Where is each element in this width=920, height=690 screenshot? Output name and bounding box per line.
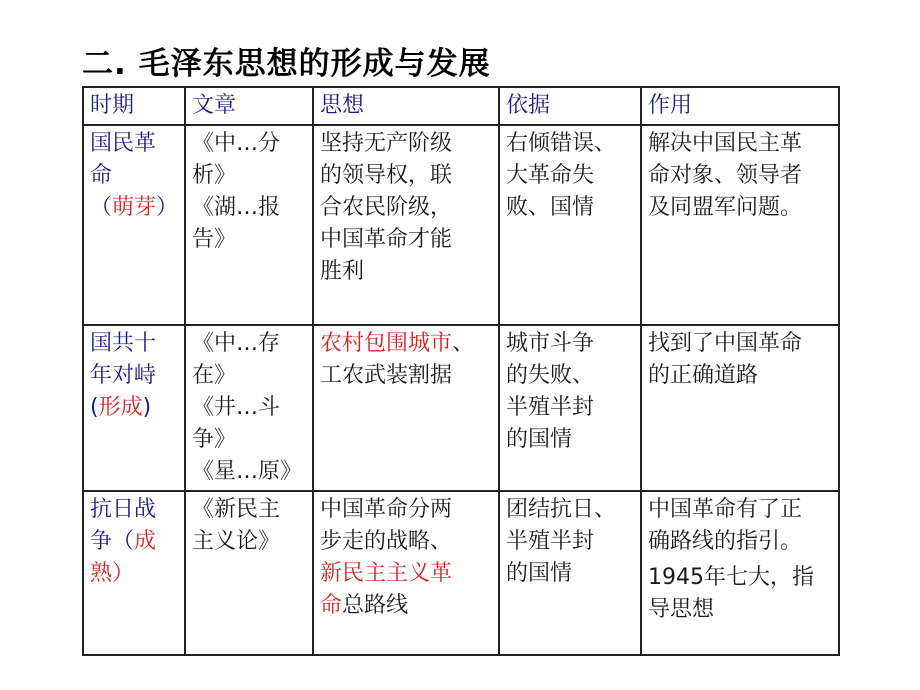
period-text: 争（: [90, 529, 135, 554]
period-cell: [83, 325, 185, 491]
period-cell: [83, 125, 185, 325]
period-text: 国民革: [90, 131, 157, 156]
period-text: 命: [90, 163, 113, 188]
thought-highlight: 农村包围城市: [320, 331, 453, 356]
effect-text: 确路线的指引。: [648, 529, 803, 554]
article-cell: [185, 325, 313, 491]
thought-line: [320, 328, 492, 360]
thought-text: 中国革命才能: [320, 227, 453, 252]
article-text: 《新民主: [192, 497, 281, 522]
article-text: 争》: [192, 427, 237, 452]
thought-cell: [313, 125, 499, 325]
thought-text: 合农民阶级，: [320, 195, 453, 220]
effect-text: 命对象、领导者: [648, 163, 803, 188]
thought-text: 的领导权，联: [320, 163, 453, 188]
table-header-row: [83, 87, 839, 125]
effect-cell: [641, 125, 839, 325]
basis-text: 半殖半封: [506, 395, 595, 420]
article-text: 主义论》: [192, 529, 281, 554]
article-text: 析》: [192, 163, 237, 188]
article-cell: [185, 491, 313, 655]
period-text: 抗日战: [90, 497, 157, 522]
stage-text: 萌芽: [112, 195, 157, 220]
article-text: 《中…存: [192, 331, 281, 356]
header-effect: 作用: [641, 87, 839, 125]
stage-text: 形成: [98, 395, 143, 420]
article-cell: [185, 125, 313, 325]
article-text: 告》: [192, 227, 237, 252]
thought-text: 、: [452, 331, 475, 356]
effect-text: 找到了中国革命: [648, 331, 803, 356]
effect-text: 的正确道路: [648, 363, 759, 388]
basis-text: 的国情: [506, 561, 573, 586]
thought-highlight: 命: [320, 593, 343, 618]
period-cell: [83, 491, 185, 655]
basis-text: 败、国情: [506, 195, 595, 220]
article-text: 《井…斗: [192, 395, 281, 420]
thought-cell: [313, 491, 499, 655]
effect-cell: [641, 325, 839, 491]
basis-text: 右倾错误、: [506, 131, 617, 156]
thought-text: 胜利: [320, 259, 365, 284]
basis-text: 大革命失: [506, 163, 595, 188]
period-text: 国共十: [90, 331, 157, 356]
table-row: [83, 325, 839, 491]
article-text: 《中…分: [192, 131, 281, 156]
basis-text: 的失败、: [506, 363, 595, 388]
effect-cell: [641, 491, 839, 655]
stage-label: (形成): [90, 395, 152, 420]
basis-text: 团结抗日、: [506, 497, 617, 522]
stage-label: （萌芽）: [90, 195, 179, 220]
thought-text: 总路线: [342, 593, 409, 618]
header-thought: 思想: [313, 87, 499, 125]
header-article: 文章: [185, 87, 313, 125]
effect-text: 中国革命有了正: [648, 497, 803, 522]
page-title: 二. 毛泽东思想的形成与发展: [82, 46, 491, 82]
thought-text: 步走的战略、: [320, 529, 453, 554]
effect-text: 及同盟军问题。: [648, 195, 803, 220]
effect-text: 1945年七大，指: [648, 565, 815, 590]
basis-cell: [499, 125, 641, 325]
basis-text: 城市斗争: [506, 331, 595, 356]
article-text: 《星…原》: [192, 459, 303, 484]
table-row: [83, 491, 839, 655]
thought-text: 工农武装割据: [320, 363, 453, 388]
basis-text: 半殖半封: [506, 529, 595, 554]
thought-text: 坚持无产阶级: [320, 131, 453, 156]
effect-text: 解决中国民主革: [648, 131, 803, 156]
thought-line: [320, 590, 492, 622]
thought-highlight: 新民主主义革: [320, 561, 453, 586]
article-text: 在》: [192, 363, 237, 388]
header-period: 时期: [83, 87, 185, 125]
history-table: [82, 86, 840, 656]
thought-text: 中国革命分两: [320, 497, 453, 522]
basis-text: 的国情: [506, 427, 573, 452]
stage-text: 熟）: [90, 561, 135, 586]
period-text: 年对峙: [90, 363, 157, 388]
basis-cell: [499, 491, 641, 655]
period-line: [90, 526, 178, 558]
effect-text: 导思想: [648, 597, 715, 622]
header-basis: 依据: [499, 87, 641, 125]
table-row: [83, 125, 839, 325]
basis-cell: [499, 325, 641, 491]
article-text: 《湖…报: [192, 195, 281, 220]
stage-text: 成: [134, 529, 157, 554]
thought-cell: [313, 325, 499, 491]
